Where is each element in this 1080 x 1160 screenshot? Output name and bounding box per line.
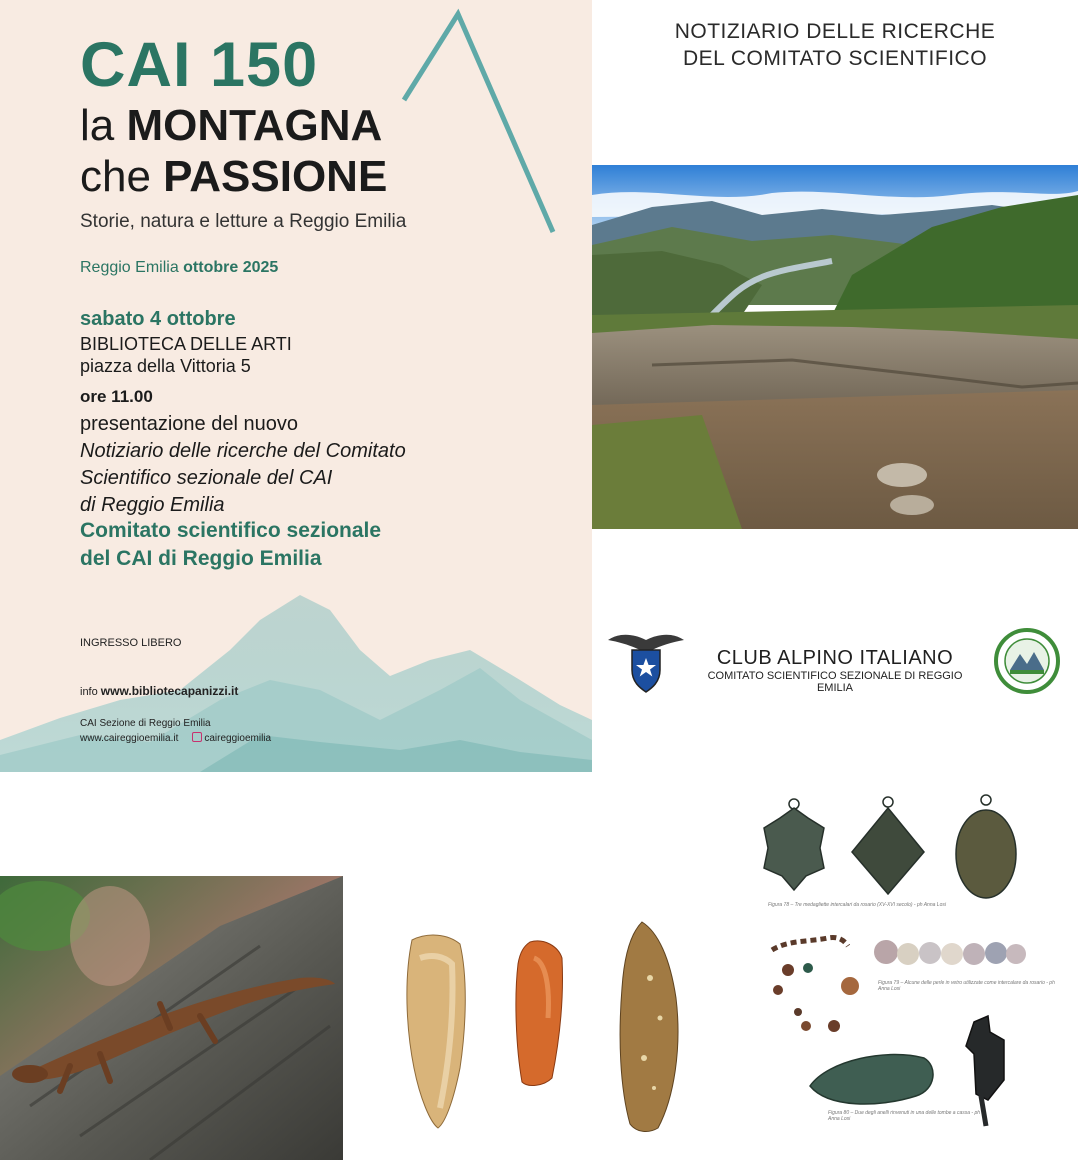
event-poster [0,0,592,772]
instagram-handle[interactable]: caireggioemilia [204,733,272,744]
poster-date: Reggio Emilia ottobre 2025 [80,259,279,276]
event-venue: BIBLIOTECA DELLE ARTI [80,334,292,354]
event-time: ore 11.00 [80,387,153,406]
event-description: presentazione del nuovo Notiziario delle ricerche del Comitato Scientifico sezionale del CAI di Reggio Emilia [80,413,406,516]
info-line: info www.bibliotecapanizzi.it [80,684,239,698]
newsletter-heading: NOTIZIARIO DELLE RICERCHE DEL COMITATO SCIENTIFICO [674,20,996,70]
artifacts-panel [748,790,1080,1160]
club-name: CLUB ALPINO ITALIANO [716,647,954,669]
poster-title: CAI 150 [80,30,319,100]
event-address: piazza della Vittoria 5 [80,356,251,376]
caption-fig80: Figura 80 – Due degli anelli rinvenuti in una delle tombe a cassa - ph Anna Losi [828,1110,981,1122]
peak-line-icon [404,14,553,232]
club-subtitle: COMITATO SCIENTIFICO SEZIONALE DI REGGIO EMILIA [707,670,963,694]
entry-note: INGRESSO LIBERO [80,637,182,649]
poster-tagline-1: la MONTAGNA [80,101,383,150]
site-link[interactable]: www.caireggioemilia.it [80,733,179,744]
poster-tagline-2: che PASSIONE [80,152,388,201]
flint-blades-image [398,918,708,1136]
caption-fig79: Figura 79 – Alcune delle perle in vetro utilizzate come intercalare da rosario - ph Anna Losi [878,980,1055,992]
salamander-on-log-image [0,876,343,1160]
landscape-photo [592,165,1078,529]
comitato-scientifico-badge-icon [994,628,1060,694]
event-day: sabato 4 ottobre [80,308,236,330]
valley-landscape-image [592,165,1078,529]
medals [764,795,1016,898]
info-url[interactable]: www.bibliotecapanizzi.it [100,684,239,698]
salamander-photo [0,876,343,1160]
event-organizer: Comitato scientifico sezionale del CAI di Reggio Emilia [80,519,382,570]
instagram-icon [192,732,202,742]
eagle-star-shield-icon [606,628,686,694]
poster-subtitle: Storie, natura e letture a Reggio Emilia [80,211,407,232]
section-name: CAI Sezione di Reggio Emilia [80,718,211,729]
contacts [80,732,271,744]
archaeological-artifacts-image [748,790,1080,1160]
caption-fig78: Figura 78 – Tre medagliette intercalari da rosario (XV-XVI secolo) - ph Anna Losi [768,902,946,908]
